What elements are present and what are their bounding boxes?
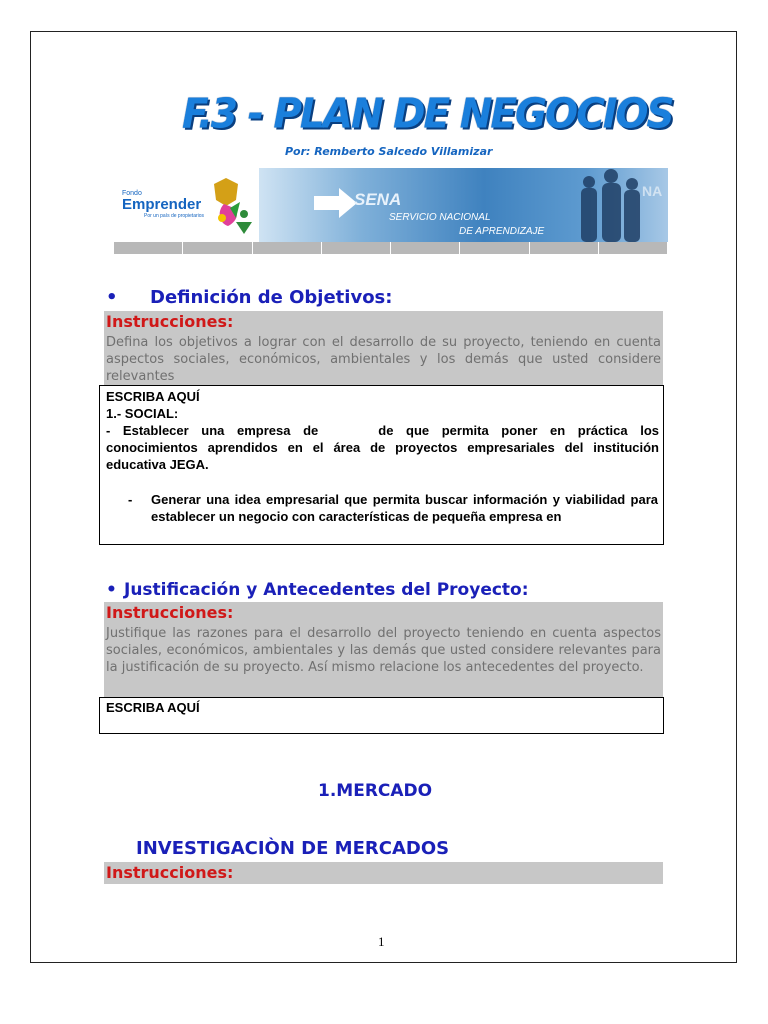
objective-paragraph-1 — [106, 422, 659, 473]
write-here-label: ESCRIBA AQUÍ — [106, 700, 200, 715]
sena-wordmark: SENA — [354, 190, 402, 209]
emprender-label: Emprender — [122, 196, 202, 213]
write-here-box-objetivos[interactable] — [99, 385, 664, 545]
instructions-text: Justifique las razones para el desarrollo del proyecto teniendo en cuenta aspectos sociales, económicos, ambientales y las demás que usted considere relevantes para la justificación de su proyecto. Así mismo relacione los antecedentes del proyecto. — [106, 626, 661, 675]
people-silhouette-icon — [581, 169, 640, 242]
page-number: 1 — [378, 934, 385, 949]
arrow-icon — [314, 188, 357, 218]
fondo-label: Fondo — [122, 190, 142, 197]
instructions-label: Instrucciones: — [106, 863, 234, 882]
objective-paragraph-1-start: - Establecer una empresa de — [106, 423, 319, 438]
fondo-emprender-logo — [114, 168, 259, 242]
author-line: Por: Remberto Salcedo Villamizar — [285, 145, 493, 158]
write-here-box-justificacion[interactable] — [99, 697, 664, 734]
write-here-label: ESCRIBA AQUÍ — [106, 389, 200, 404]
section-bullet: • — [106, 580, 117, 600]
document-title: F.3 - PLAN DE NEGOCIOS — [182, 90, 673, 139]
subheading-investigacion: INVESTIGACIÒN DE MERCADOS — [136, 838, 450, 859]
sena-watermark: NA — [642, 183, 663, 199]
section-bullet: • — [106, 287, 118, 308]
header-banner — [114, 168, 668, 254]
instructions-label: Instrucciones: — [106, 603, 234, 622]
sena-name-line2: DE APRENDIZAJE — [459, 226, 545, 237]
section-heading-justificacion: Justificación y Antecedentes del Proyecto: — [124, 580, 529, 600]
social-label: 1.- SOCIAL: — [106, 406, 179, 421]
objective-paragraph-2: Generar una idea empresarial que permita buscar información y viabilidad para establecer un negocio con características de pequeña empresa en — [151, 492, 658, 524]
section-heading-objetivos: Definición de Objetivos: — [150, 287, 393, 308]
instructions-text: Defina los objetivos a lograr con el desarrollo de su proyecto, teniendo en cuenta aspectos sociales, económicos, ambientales y los demás que usted considere relevantes — [106, 335, 661, 384]
section-heading-mercado: 1.MERCADO — [318, 781, 433, 801]
fondo-tagline: Por un país de propietarios — [144, 213, 205, 219]
instructions-label: Instrucciones: — [106, 312, 234, 331]
sena-logo-icon — [232, 208, 256, 236]
objective-paragraph-1-end: de que permita poner en práctica los conocimientos aprendidos en el área de proyectos empresariales del institución educativa JEGA. — [106, 423, 659, 472]
banner-strip — [114, 242, 668, 254]
sena-name-line1: SERVICIO NACIONAL — [389, 212, 491, 223]
list-dash: - — [128, 492, 133, 507]
